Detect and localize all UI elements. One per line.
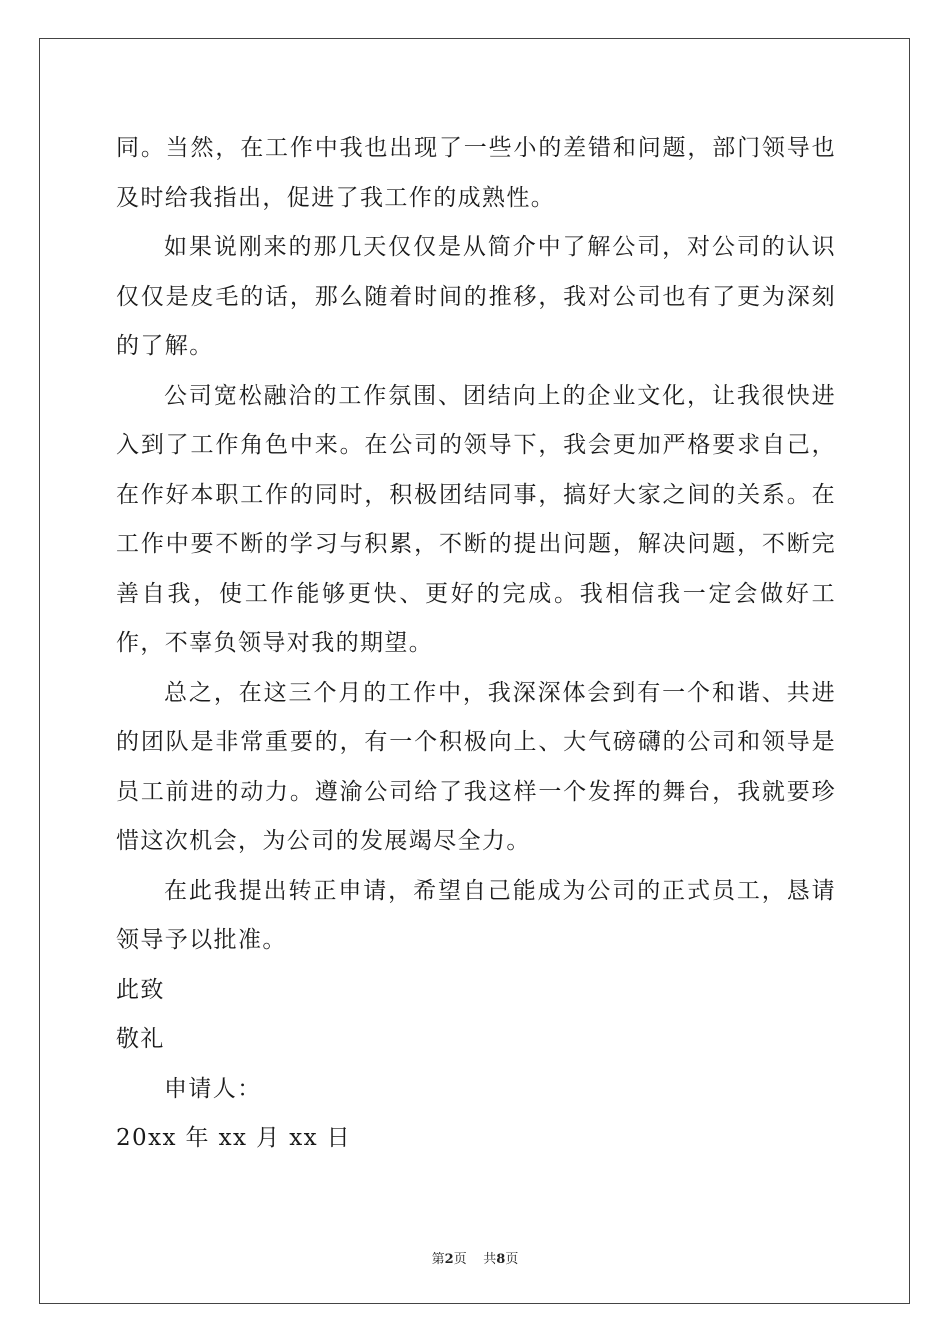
paragraph-4: 总之，在这三个月的工作中，我深深体会到有一个和谐、共进的团队是非常重要的，有一个积极向上、大气磅礴的公司和领导是员工前进的动力。遵渝公司给了我这样一个发挥的舞台，我就要珍惜这次机会，为公司的发展竭尽全力。 bbox=[116, 679, 836, 854]
date-line: 20xx 年 xx 月 xx 日 bbox=[116, 1125, 352, 1151]
paragraph-1: 同。当然，在工作中我也出现了一些小的差错和问题，部门领导也及时给我指出，促进了我工作的成熟性。 bbox=[116, 135, 836, 211]
paragraph-5: 在此我提出转正申请，希望自己能成为公司的正式员工，恳请领导予以批准。 bbox=[116, 877, 836, 953]
applicant-label: 申请人： bbox=[164, 1075, 262, 1102]
closing-regards: 敬礼 bbox=[116, 1026, 165, 1052]
page-suffix: 页 bbox=[453, 1252, 467, 1267]
page-current: 2 bbox=[444, 1252, 454, 1267]
page-footer bbox=[0, 1248, 950, 1267]
page-total: 8 bbox=[496, 1252, 506, 1267]
total-prefix: 共 bbox=[483, 1252, 497, 1267]
page-prefix: 第 bbox=[431, 1252, 445, 1267]
closing-salutation: 此致 bbox=[116, 976, 165, 1003]
document-body bbox=[116, 124, 836, 1164]
paragraph-3: 公司宽松融洽的工作氛围、团结向上的企业文化，让我很快进入到了工作角色中来。在公司的领导下，我会更加严格要求自己，在作好本职工作的同时，积极团结同事，搞好大家之间的关系。在工作中要不断的学习与积累，不断的提出问题，解决问题，不断完善自我，使工作能够更快、更好的完成。我相信我一定会做好工作，不辜负领导对我的期望。 bbox=[116, 382, 836, 656]
paragraph-2: 如果说刚来的那几天仅仅是从简介中了解公司，对公司的认识仅仅是皮毛的话，那么随着时间的推移，我对公司也有了更为深刻的了解。 bbox=[116, 234, 836, 359]
total-suffix: 页 bbox=[505, 1252, 519, 1267]
